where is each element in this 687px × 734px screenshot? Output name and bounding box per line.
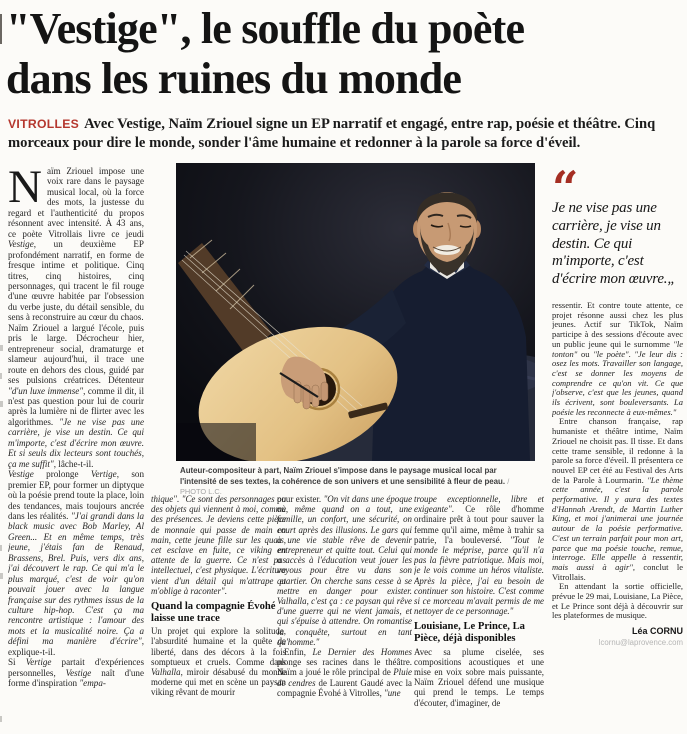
text-run: . Ce rôle d'homme ordinaire prêt à tout pour sauver la femme qu'il aime, même à trahir sa patrie, l'a bouleversé. bbox=[414, 504, 544, 545]
paragraph bbox=[151, 626, 286, 697]
article-photo bbox=[176, 163, 535, 461]
article-column-3 bbox=[277, 494, 412, 734]
text-run: En attendant la sortie officielle, prévue le 29 mai, Louisiane, La Pièce, et Le Prince sont déjà à découvrir sur les plateformes de musique. bbox=[552, 581, 683, 621]
paragraph bbox=[552, 301, 683, 417]
page-edge-artifact bbox=[0, 716, 2, 722]
paragraph bbox=[414, 647, 544, 708]
text-run: "une bbox=[384, 687, 401, 698]
text-run: Le Dernier des Hommes bbox=[312, 647, 412, 658]
photo-shadow bbox=[176, 423, 256, 461]
page-edge-artifact bbox=[0, 373, 2, 379]
text-run: prolonge bbox=[33, 469, 91, 480]
article-column-5-wrap bbox=[552, 166, 683, 733]
text-run: "le tonton" bbox=[552, 338, 683, 359]
text-run: de Laurent Gaudé avec la compagnie Évohé à Vitrolles, bbox=[277, 677, 412, 698]
text-run: pour exister. bbox=[277, 494, 324, 504]
paragraph bbox=[8, 657, 144, 688]
text-run: Vestige bbox=[65, 667, 92, 678]
text-run: Un projet qui explore la solitude, l'absurdité humaine et la quête de liberté, dans des décors à la fois somptueux et cruels. Comme dans bbox=[151, 626, 286, 667]
paragraph bbox=[277, 647, 412, 698]
pull-quote-text: Je ne vise pas une carrière, je vise un destin. Ce qui m'importe, c'est d'écrire mon œuvre.„ bbox=[552, 200, 676, 288]
page-edge-artifact bbox=[0, 573, 3, 579]
page-edge-artifact bbox=[0, 401, 3, 407]
pull-quote bbox=[552, 168, 679, 289]
text-run: . bbox=[176, 494, 182, 504]
text-run: "empa- bbox=[79, 678, 106, 689]
headline-line2: dans les ruines du monde bbox=[6, 54, 462, 103]
text-run: , miroir désabusé du monde moderne qui met en scène un paysan viking rêvant de mourir bbox=[151, 667, 286, 698]
text-run: "Je leur dis : osez les mots. Travailler son langage, c'est se donner les moyens de comprendre ce qu'on vit. Ce que j'observe, c'est que les jeunes, quand ils écrivent, sont bouleversants. La poésie les reconnecte à eux-mêmes." bbox=[552, 348, 683, 417]
text-run: plonge ses racines dans le théâtre. Naïm a joué le rôle principal de bbox=[277, 657, 412, 678]
caption-text: Auteur-compositeur à part, Naïm Zriouel s'impose dans le paysage musical local par l'intensité de ses textes, la cohérence de son univers et une sensibilité à fleur de peau. bbox=[180, 466, 506, 486]
text-run: ressentir. Et contre toute attente, ce projet résonne aussi chez les plus jeunes. Actif sur TikTok, Naïm participe à des sessions d'écoute avec un public jeune qui le surnomme bbox=[552, 299, 683, 349]
paragraph bbox=[8, 323, 144, 469]
quote-mark-icon: “ bbox=[552, 166, 577, 215]
text-run: , lâche-t-il. bbox=[53, 458, 94, 469]
photo-illustration bbox=[176, 163, 535, 461]
article-column-2 bbox=[151, 494, 286, 734]
headline-line1: "Vestige", le souffle du poète bbox=[6, 4, 525, 53]
page-edge-artifact bbox=[0, 14, 2, 44]
page-edge-artifact bbox=[0, 545, 2, 551]
text-run: Enfin, bbox=[284, 647, 313, 658]
text-run: Entre chanson française, rap humaniste et théâtre intime, Naïm Zriouel ne choisit pas. Il tisse. Et dans cette trame sensible, il redonne à la parole sa force d'éveil. Il présentera ce nouvel EP cet été au Festival des Arts de la Parole à Lourmarin. bbox=[552, 416, 683, 485]
text-run: "Ce sont des personnages ou des objets qui viennent à moi, comme des présences. Je deviens cette pièce de monnaie qui passe de main en main, cette jeune fille sur les quais, cet esclave en fuite, ce viking en attente de la guerre. Ce n'est pas intellectuel, c'est physique. L'écriture vient d'un détail qui m'attrape et m'oblige à raconter" bbox=[151, 494, 286, 596]
text-run: partait d'expériences personnelles, bbox=[8, 657, 144, 678]
text-run: Si bbox=[8, 657, 26, 668]
text-run: troupe exceptionnelle, libre et exigeante" bbox=[414, 494, 544, 515]
text-run: Avec sa plume ciselée, ses compositions acoustiques et une mise en voix sobre mais puissante, Naïm Zriouel défend une musique qui prend le temps. Le temps d'écouter, d'imaginer, de bbox=[414, 646, 544, 708]
text-run: , explique-t-il. bbox=[8, 636, 144, 657]
standfirst-text: Avec Vestige, Naïm Zriouel signe un EP narratif et engagé, entre rap, poésie et théâtre. Cinq morceaux pour dire le monde, sonder l'âme humaine et redonner à la parole sa force d'éveil. bbox=[8, 116, 656, 151]
text-run: . bbox=[224, 585, 227, 596]
text-run: Naïm Zriouel a largué l'école, puis pris le large. Décrocheur hier, entrepreneur social, dramaturge et slameur aujourd'hui, il trace une route en dehors des clous, guidé par ses pulsions créatrices. Détenteur bbox=[8, 322, 144, 386]
text-run: , un deuxième EP profondément narratif, en forme de fresque intime et politique. Cinq titres, cinq histoires, cinq personnages, qui tracent le fil rouge d'une œuvre habitée par l'obsession du verbe juste, du détail sensible, du sens à reconstruire au cœur du chaos. bbox=[8, 239, 144, 323]
text-run: Vertige bbox=[25, 657, 52, 668]
text-run: "Tout le monde le méprise, parce qu'il n'a pas la fièvre patriotique. Mais moi, je le vois comme un héros vitaliste. Après la pièce, j'ai eu besoin de continuer son histoire. C'est comme si ce morceau m'avait permis de me nettoyer de ce personnage." bbox=[414, 534, 544, 617]
column-subhead: Quand la compagnie Évohé laisse une trace bbox=[151, 601, 276, 624]
photo-caption bbox=[180, 466, 535, 498]
text-run: Vestige bbox=[8, 239, 34, 250]
paragraph bbox=[8, 166, 144, 323]
text-run: "d'un luxe immense" bbox=[8, 385, 84, 396]
kicker-vitrolles: VITROLLES bbox=[8, 117, 80, 131]
article-column-5 bbox=[552, 301, 683, 621]
photo-credit: / PHOTO L.C. bbox=[180, 476, 510, 497]
byline-email: lcornu@laprovence.com bbox=[598, 638, 683, 648]
text-run: Vestige bbox=[8, 469, 34, 480]
headline bbox=[6, 4, 684, 104]
paragraph bbox=[414, 494, 544, 616]
text-run: aïm Zriouel impose une voix rare dans le paysage musical local, où la force des mots, la justesse du regard et l'authenticité du propos résonnent avec intensité. À 43 ans, ce poète Vitrollais livre ce jeudi bbox=[8, 166, 144, 239]
article-column-4 bbox=[414, 494, 544, 734]
text-run: Valhalla bbox=[151, 667, 181, 678]
text-run: "Je ne vise pas une carrière, je vise un destin. Ce qui m'importe, c'est d'écrire mon œuvre. Et si seuls dix lecteurs sont touchés, ça me suffit" bbox=[8, 416, 144, 469]
text-run: "J'ai grandi dans la black music avec Bob Marley, Al Green... Et en même temps, très jeune, j'étais fan de Renaud, Brassens, Brel. Puis, vers dix ans, j'ai découvert le rap. Ce qui m'a le plus marqué, c'est de voir qu'on pouvait jouer avec la langue française sur des rythmes issus de la culture hip-hop. C'est ça ma rencontre artistique : l'amour des mots et la musicalité noire. Ça a défini ma manière d'écrire" bbox=[8, 510, 144, 647]
text-run: "On vit dans une époque où, même quand on a tout, une famille, un confort, une sécurité, on court après des illusions. Le gars qui a une vie stable rêve de devenir entrepreneur et quitte tout. Celui qui a accès à l'éducation veut jouer les voyous pour être vu dans son quartier. On cherche sans cesse à se mettre en danger pour exister. Valhalla, c'est ça : ce paysan qui rêve d'une guerre qui ne vient jamais, et qui s'épuise à attendre. On romantise la conquête, surtout en tant qu'homme." bbox=[277, 494, 412, 647]
text-run: , conclut le Vitrollais. bbox=[552, 561, 683, 582]
paragraph bbox=[552, 582, 683, 621]
paragraph bbox=[277, 494, 412, 647]
text-run: "Le thème cette année, c'est la parole performative. Il y aura des textes d'Hannah Arendt, de Martin Luther King, et moi j'animerai une journée autour de la poésie performative. C'est un terrain parfait pour mon art, parce que ma poésie touche, remue, interroge. Elle appelle à ressentir, mais aussi à agir" bbox=[552, 474, 683, 572]
article-column-1 bbox=[8, 166, 144, 733]
text-run: naît d'une forme d'inspiration bbox=[8, 667, 144, 689]
paragraph bbox=[151, 494, 286, 596]
text-run: , son premier EP, pour former un diptyque où la poésie prend toute la place, loin des tendances, mais toujours ancrée dans les réalités. bbox=[8, 469, 144, 521]
text-run: Pluie de cendres bbox=[277, 667, 412, 688]
text-run: ou bbox=[577, 348, 594, 359]
text-run: "le poète" bbox=[593, 348, 629, 359]
paragraph bbox=[552, 417, 683, 582]
text-run: . bbox=[628, 348, 635, 359]
text-run: Vertige bbox=[90, 469, 117, 480]
byline-author: Léa CORNU bbox=[631, 626, 683, 637]
standfirst bbox=[8, 115, 682, 152]
page-edge-artifact bbox=[0, 345, 3, 351]
paragraph bbox=[8, 469, 144, 657]
drop-cap: N bbox=[8, 166, 42, 213]
column-subhead: Louisiane, Le Prince, La Pièce, déjà disponibles bbox=[414, 621, 525, 645]
text-run: thique" bbox=[151, 494, 177, 504]
text-run: , comme il dit, il n'est pas question pour lui de courir après la lumière ni de flirter avec les algorithmes. bbox=[8, 385, 144, 427]
